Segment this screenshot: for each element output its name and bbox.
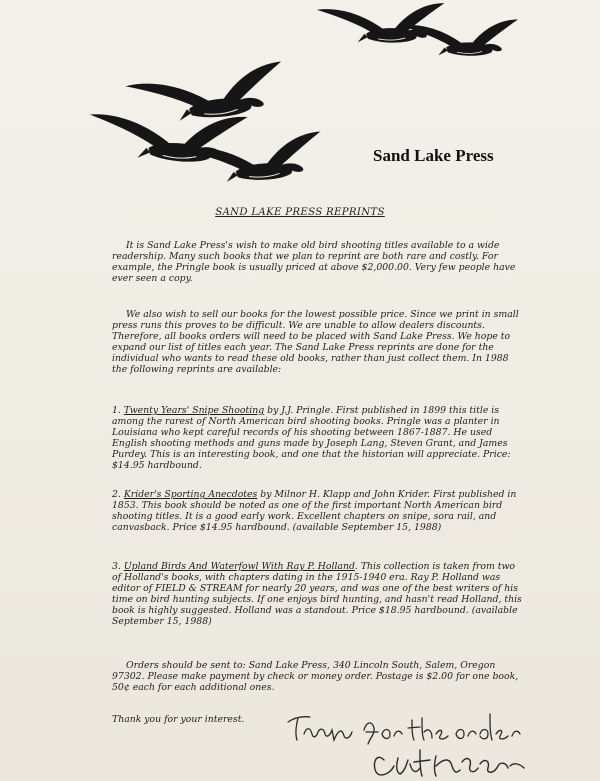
item-number: 3.	[112, 561, 121, 572]
item-description: . This collection is taken from two of Holland's books, with chapters dating in the 1915-1940 era. Ray P. Holland was editor of FIELD & STREAM for nearly 20 years, and was one of the best writers of his time on bird hunting subjects. If one enjoys bird hunting, and hasn't read Holland, this book is highly suggested. Holland was a standout. Price $18.95 hardbound. (available September 15, 1988)	[112, 561, 522, 627]
goose-icon-2	[401, 19, 518, 55]
item-number: 2.	[112, 489, 121, 500]
book-title: Twenty Years' Snipe Shooting	[123, 405, 265, 416]
flying-geese-illustration	[0, 0, 600, 210]
intro-paragraph: It is Sand Lake Press's wish to make old bird shooting titles available to a wide readership. Many such books that we plan to reprint are both rare and costly. For example, the Pringle book is usually priced at above $2,000.00. Very few people have ever seen a copy.	[112, 240, 516, 284]
reprint-item-1	[112, 405, 522, 471]
item-number: 1.	[112, 405, 121, 416]
ordering-instructions: Orders should be sent to: Sand Lake Press, 340 Lincoln South, Salem, Oregon 97302. Please make payment by check or money order. Postage is $2.00 for one book, 50¢ each for each additional ones.	[112, 660, 519, 693]
item-description: by J.J. Pringle. First published in 1899 this title is among the rarest of North American bird shooting books. Pringle was a planter in Louisiana who kept careful records of his shooting between 1867-1887. He used English shooting methods and guns made by Joseph Lang, Steven Grant, and James Purdey. This is an interesting book, and one that the historian will appreciate. Price: $14.95 hardbound.	[112, 405, 511, 471]
item-description: by Milnor H. Klapp and John Krider. First published in 1853. This book should be noted as one of the first important North American bird shooting titles. It is a good early work. Excellent chapters on snipe, sora rail, and canvasback. Price $14.95 hardbound. (available September 15, 1988)	[112, 489, 517, 533]
handwritten-note-text: Thanks for the order	[284, 704, 295, 705]
book-title: Krider's Sporting Anecdotes	[123, 489, 258, 500]
closing-line: Thank you for your interest.	[112, 714, 245, 725]
goose-icon-3	[124, 61, 286, 126]
book-title: Upland Birds And Waterfowl With Ray P. Holland	[123, 561, 355, 572]
pricing-paragraph: We also wish to sell our books for the lowest possible price. Since we print in small press runs this proves to be difficult. We are unable to allow dealers discounts. Therefore, all books orders will need to be placed with Sand Lake Press. We hope to expand our list of titles each year. The Sand Lake Press reprints are done for the individual who wants to read these old books, rather than just collect them. In 1988 the following reprints are available:	[112, 309, 519, 375]
goose-icon-1	[317, 3, 445, 43]
publisher-name: Sand Lake Press	[373, 146, 494, 165]
document-heading: SAND LAKE PRESS REPRINTS	[215, 207, 385, 218]
handwritten-signature	[280, 700, 540, 781]
reprint-item-3	[112, 561, 522, 627]
reprint-item-2	[112, 489, 522, 533]
